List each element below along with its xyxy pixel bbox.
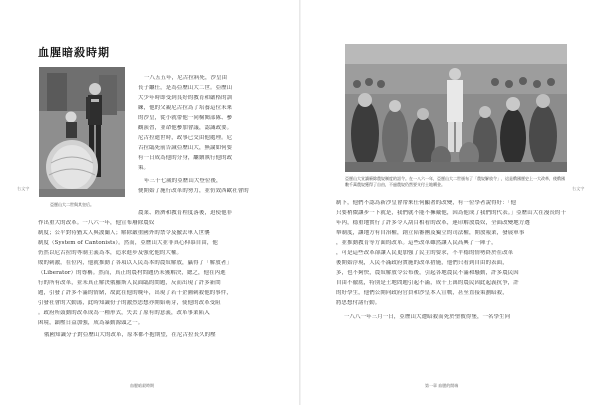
body-line: 舉制度，讓地方有自治權，創立陪審團及獨立的司法權，開放報業，發展軍事 xyxy=(336,230,525,236)
left-footer: 血腥暗殺時期 xyxy=(130,383,154,388)
body-line: 只要稍微讓步一下就是，我們就不能不擁戴他，因為他成了我們的代表。」亞歷山大在漫長的十 xyxy=(336,210,566,216)
right-photo-caption: 亞歷山大宣讀廢除農奴制度的詔令。在一八六一年，亞歷山大二世頒布了「農奴解放令」，這是俄國歷史上一大改革，使俄國數千萬農奴獲得了自由，不過農奴仍然要支付土地贖金。 xyxy=(345,176,565,187)
body-line: 將思想付諸行動。 xyxy=(336,300,381,306)
intro-line: 有一日成為他的分身，繼續執行他的政 xyxy=(138,155,233,161)
intro-line: 一八五五年，尼古拉病死，沙皇由 xyxy=(144,75,228,81)
body-line: 俄國知識分子對亞歷山大的改革，原本都不抱期望，在尼古拉長久的壓 xyxy=(44,332,216,338)
body-line: 引發社會的大動蕩，此時知識份子的激烈思想亦開始萌芽，使他的改革受阻 xyxy=(38,300,221,306)
intro-line: 尼古拉逝世時，政事已交由他處理。尼 xyxy=(138,135,233,141)
body-line: 行的所有改革，並未真正解決俄羅斯人民面臨的問題，反而出現了許多新問 xyxy=(38,280,221,286)
royal-couple-photo xyxy=(39,67,125,197)
body-line: 制度；公平對待猶太人與波蘭人；解除嚴重國外的禁令及撤去軍人世襲 xyxy=(38,230,210,236)
body-line: ，並推動教育等方面的改革。這些改革雖然讓人民高興了一陣子， xyxy=(336,240,497,246)
body-line: 一八八一年三月一日，亞歷山大遭暗殺而死於聖彼得堡，一名學生向 xyxy=(344,314,511,320)
body-line: 後開始浮現，人民不滿政府實施的改革措施，他們只看到自由的表面， xyxy=(336,260,508,266)
page-title: 血腥暗殺時期 xyxy=(38,46,110,59)
body-line: 制度（System of Cantonists）。然而，亞歷山大並非真心仰慕自由，他 xyxy=(38,240,218,246)
left-side-tab: 右文字 xyxy=(17,186,30,191)
intro-line: 的沙皇，從小就帶他一同檢閱部隊、參 xyxy=(138,115,233,121)
body-line: 題，引發了許多不滿的情緒，故此在他的晚年，出現了若干企圖刺殺他的事件， xyxy=(38,290,232,296)
body-line: 自由不徹底，特別是土地問題引起不滿，成千上萬的農民因此起義抗爭，許 xyxy=(336,280,519,286)
body-line: 敗的刺激，在位內，他就推動了各項以人民為本的農奴解放，贏得了「解放者」 xyxy=(38,260,232,266)
body-line: 農業、經濟和教育程度落後，迫使他非 xyxy=(138,210,233,216)
intro-line: 長子繼任，是為亞歷山大二世。亞歷山 xyxy=(138,85,233,91)
intro-line: 觀演習，並命他參加會議，認識政要。 xyxy=(138,125,233,131)
body-line: ，可是這些改革卻讓人民更加強了民主的要求，不平穩的情勢終於在改革 xyxy=(336,250,514,256)
intro-line: 策。 xyxy=(138,165,150,171)
right-footer: 第一章 血腥的開端 xyxy=(425,383,459,388)
intro-line: 大少年時即受到良好的教育和嚴格的訓 xyxy=(138,95,233,101)
body-line: 仍然以尼古拉的專制主義為本，追求進步及強化他的大權。 xyxy=(38,250,183,256)
emancipation-crowd-photo xyxy=(345,44,567,172)
body-line: 年內，穩重地實行了許多令人刮目相看的改革，連印解放農奴，全面改變地方選 xyxy=(336,220,530,226)
royal-couple-illustration xyxy=(39,67,125,197)
intro-line: 古拉臨死前告誡亞歷山大，無論如何要 xyxy=(138,145,233,151)
body-line: 制下，他們不認為新沙皇會帶來任何顯著的改變，有一位學者說得好：「他 xyxy=(336,200,517,206)
crowd-illustration xyxy=(345,44,567,172)
book-gutter xyxy=(299,0,301,405)
body-line: 的好學生，他們公開向政府官員和沙皇本人宣戰，甚至直接策劃暗殺， xyxy=(336,290,508,296)
intro-line: 練，他的父親尼古拉為了培養這位未來 xyxy=(138,105,233,111)
body-line: 作出重大的改革。一八六一年，他宣布廢除農奴 xyxy=(38,220,155,226)
body-line: （Liberator）的尊稱。然而，真正的農村問題仍未獲解決，總之，他在內進 xyxy=(38,270,226,276)
left-photo-caption: 亞歷山大二世與其皇后。 xyxy=(50,202,94,207)
body-line: 困境，鎮壓日益加強，成為暴動源頭之一。 xyxy=(38,320,144,326)
intro-line: 年三十七歲的亞歷山大登位後， xyxy=(144,178,222,184)
body-line: 多，也不夠快，農奴解放令公布後，引起各地農民不滿和騷動，許多農民因 xyxy=(336,270,519,276)
right-side-tab: 右文字 xyxy=(572,186,585,191)
body-line: 。政府所鼓動的改革成為一種形式，失去了原有的意義，改革事業陷入 xyxy=(38,310,210,316)
intro-line: 便開始了施行改革的努力，並仿效西歐社會的 xyxy=(138,188,249,194)
